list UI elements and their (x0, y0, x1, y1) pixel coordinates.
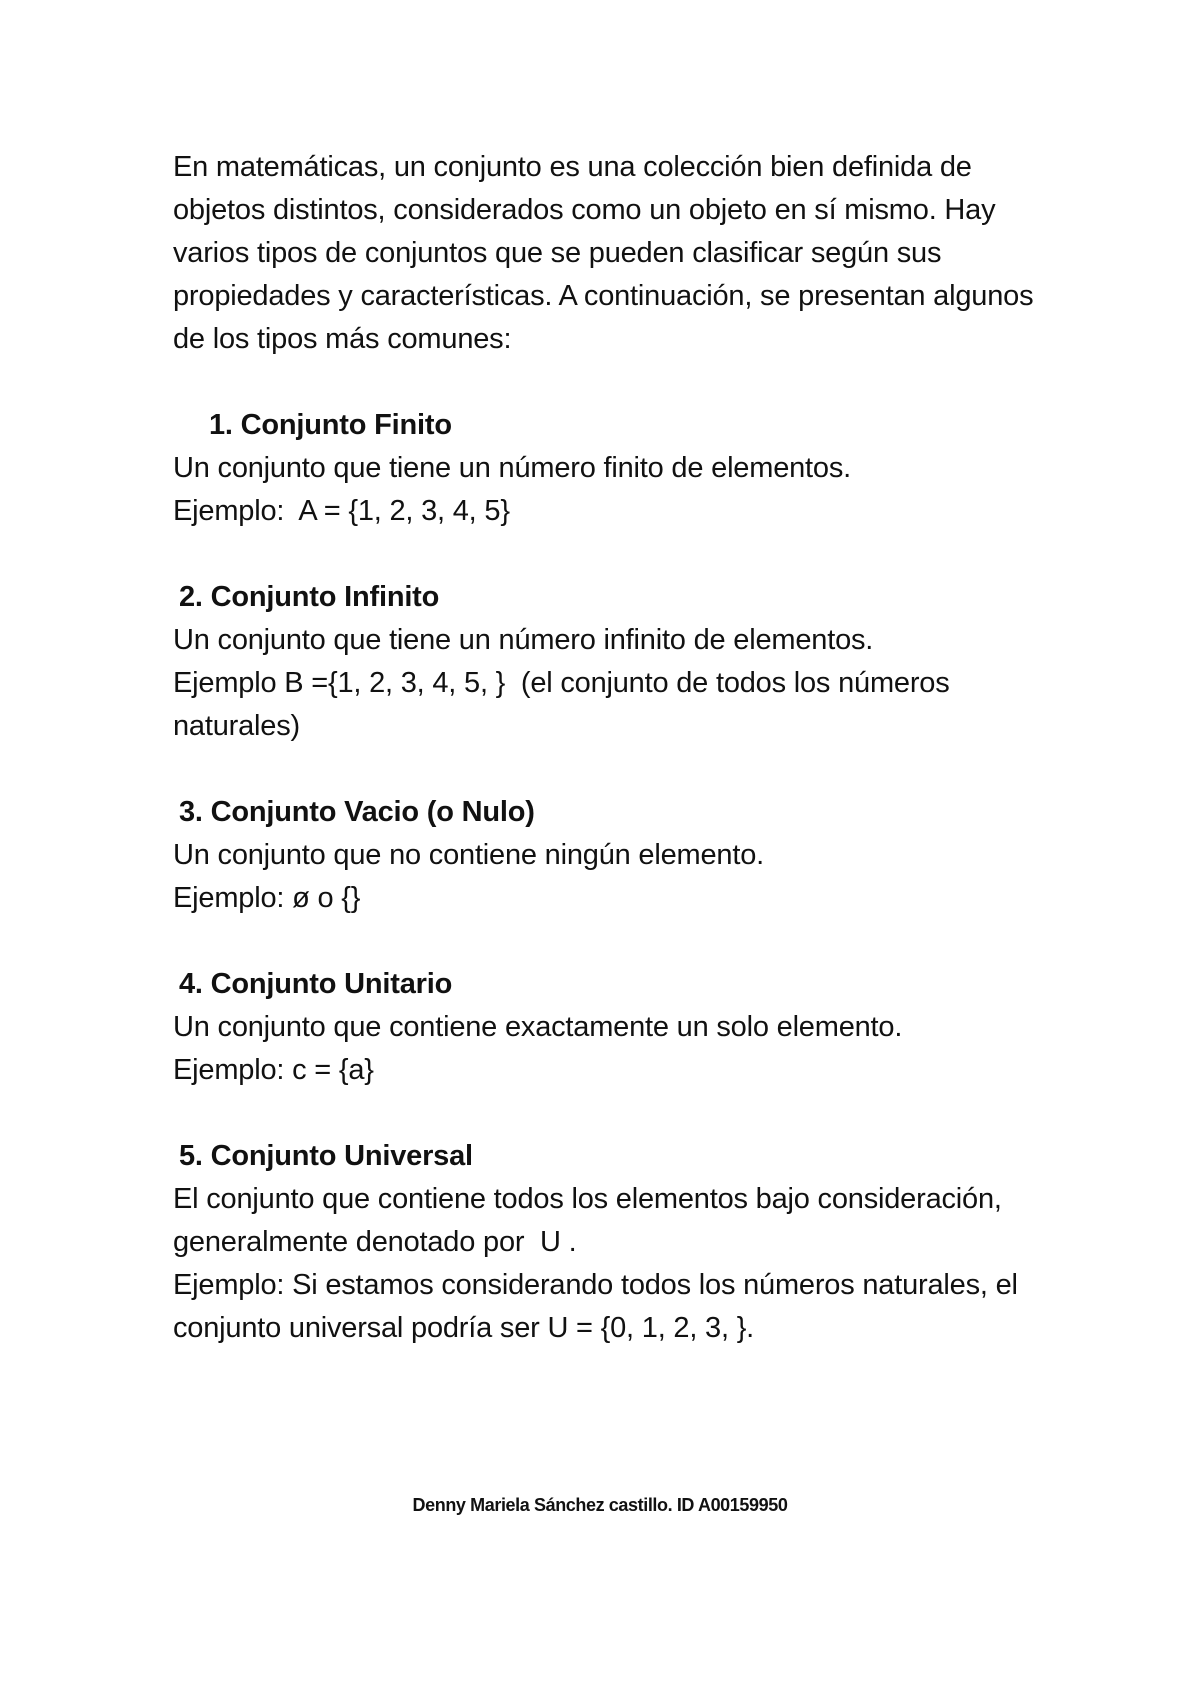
section-finite-set (173, 404, 1053, 533)
section-example: Ejemplo B ={1, 2, 3, 4, 5, } (el conjunto de todos los números naturales) (173, 667, 958, 742)
intro-paragraph: En matemáticas, un conjunto es una colección bien definida de objetos distintos, considerados como un objeto en sí mismo. Hay varios tipos de conjuntos que se pueden clasificar según sus propiedades y características. A continuación, se presentan algunos de los tipos más comunes: (173, 151, 1034, 355)
section-heading: 1. Conjunto Finito (209, 409, 452, 441)
section-description: El conjunto que contiene todos los elementos bajo consideración, generalmente denotado por U . (173, 1183, 1010, 1258)
section-unit-set (173, 963, 1053, 1092)
author-line: Denny Mariela Sánchez castillo. ID A00159950 (412, 1495, 788, 1515)
section-heading: 2. Conjunto Infinito (179, 581, 440, 613)
section-heading: 3. Conjunto Vacio (o Nulo) (179, 796, 535, 828)
section-description: Un conjunto que no contiene ningún elemento. (173, 839, 764, 871)
section-example: Ejemplo: c = {a} (173, 1054, 374, 1086)
section-description: Un conjunto que tiene un número infinito de elementos. (173, 624, 874, 656)
section-description: Un conjunto que tiene un número finito de elementos. (173, 452, 851, 484)
document-body (173, 146, 1053, 1393)
section-heading: 5. Conjunto Universal (179, 1140, 473, 1172)
author-footer (0, 1494, 1200, 1516)
section-example: Ejemplo: Si estamos considerando todos los números naturales, el conjunto universal podría ser U = {0, 1, 2, 3, }. (173, 1269, 1018, 1344)
section-example: Ejemplo: ø o {} (173, 882, 361, 914)
section-heading: 4. Conjunto Unitario (179, 968, 453, 1000)
section-universal-set (173, 1135, 1053, 1350)
section-description: Un conjunto que contiene exactamente un solo elemento. (173, 1011, 903, 1043)
section-empty-set (173, 791, 1053, 920)
section-infinite-set (173, 576, 1053, 748)
section-example: Ejemplo: A = {1, 2, 3, 4, 5} (173, 495, 510, 527)
